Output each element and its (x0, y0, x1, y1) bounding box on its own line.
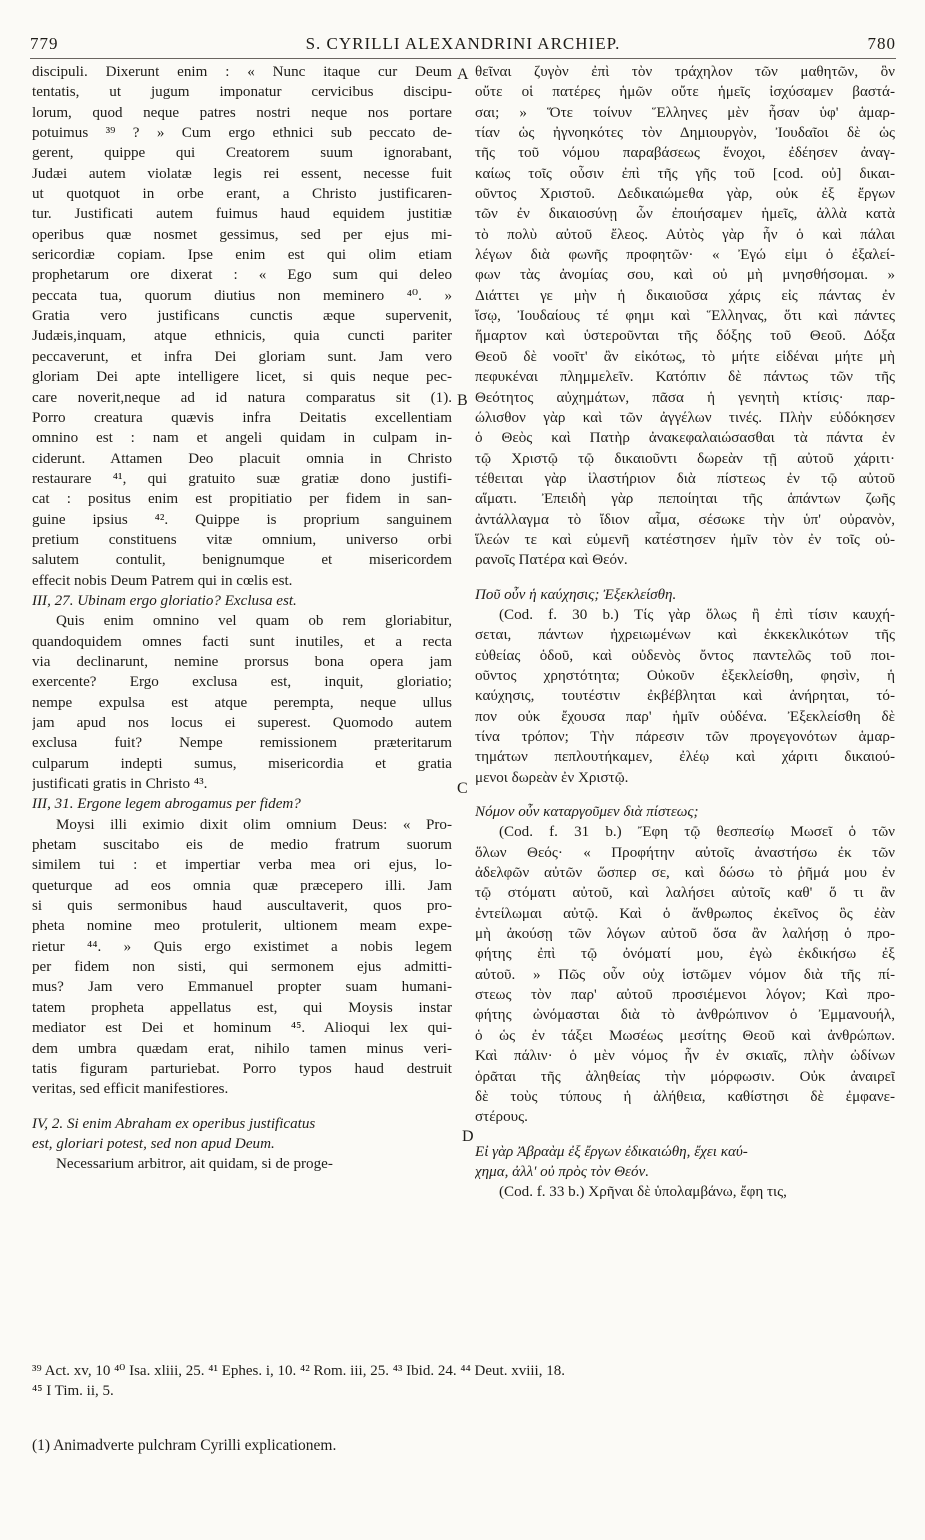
text-line: tatis figuram parturiebat. Porro typos haud destruit (32, 1060, 452, 1077)
text-line: nempe expulsa est atque perempta, neque ullus (32, 694, 452, 711)
text-line: culparum indepti sumus, misericordia et gratia (32, 755, 452, 772)
text-line: pheta nomine meo protulerit, ultionem meam expe- (32, 918, 452, 935)
text-line: Quis enim omnino vel quam ob rem gloriabitur, (56, 613, 452, 630)
text-line: rietur ⁴⁴. » Quis ergo existimet a nobis legem (32, 938, 452, 955)
text-line: Moysi illi eximio dixit olim omnium Deus: « Pro- (56, 816, 452, 833)
text-line: justificati gratis in Christo ⁴³. (32, 776, 208, 793)
text-line: pretium constituens vitæ omnium, universo orbi (32, 531, 452, 548)
text-line: phetam suscitabo eis de medio fratrum suorum (32, 837, 452, 854)
text-line: αὐτοῦ. » Πῶς οὖν οὐχ ἱστῶμεν νόμον διὰ τῆς πί- (475, 966, 895, 983)
text-line: τῷ Χριστῷ τῷ δικαιοῦντι δωρεὰν τῇ αὐτοῦ χάριτι· (475, 450, 895, 467)
text-line: πεφυκέναι πλημμελεῖν. Κατόπιν δὲ πάντως τῶν τῆς (475, 369, 895, 386)
text-line: αἵματι. Ἐπειδὴ γὰρ πεποίηται τῆς ἁπάντων ζωῆς (475, 491, 895, 508)
text-line: δὲ τοὺς τύπους ἡ ἀλήθεια, καθίστησι δὲ ἐμφανε- (475, 1088, 895, 1105)
text-line: τίνα τρόπον; Τὴν πάρεσιν τῶν προγεγονότων ἁμαρ- (475, 729, 895, 745)
text-line: τημάτων πεπλουτήκαμεν, ἐλέῳ καὶ χάριτι δικαιού- (475, 749, 895, 766)
text-line: ρανοῖς Πατέρα καὶ Θεόν. (475, 552, 628, 569)
greek-column (475, 62, 895, 1203)
text-line: via declinarunt, nemine prorsus bona opera jam (32, 653, 452, 670)
margin-letter-d: D (462, 1128, 474, 1145)
text-line: cat : positus enim est propitiatio per fidem in san- (32, 491, 452, 508)
text-line: σαι; » Ὅτε τοίνυν Ἕλληνες μὲν ἦσαν ὑφ' ἁμαρ- (475, 104, 895, 121)
paragraph-gap (475, 571, 895, 585)
page-number-left: 779 (30, 34, 59, 53)
text-line: ὅλων Θεός· « Προφήτην αὐτοῖς ἀναστήσω ἐκ τῶν (475, 844, 895, 861)
page-header (30, 34, 896, 56)
text-line: prophetarum ore dixerat : « Ego sum qui deleo (32, 267, 452, 284)
text-line: tur. Justificati autem fuimus haud equidem justitiæ (32, 206, 452, 223)
text-line: jam apud nos locus ei superest. Quomodo autem (32, 715, 452, 731)
text-line: exercente? Ergo exclusa est, inquit, gloriatio; (32, 674, 452, 691)
text-line: καίως τοῖς οὖσιν ἐπὶ τῆς γῆς τοῦ [cod. οὐ] δικαι- (475, 165, 895, 182)
section-heading: χημα, ἀλλ' οὐ πρὸς τὸν Θεόν. (475, 1163, 649, 1180)
text-line: φήτης ὠνόμασται διὰ τὸ ἀνθρώπινον ὁ Ἐμμανουήλ, (475, 1007, 895, 1024)
text-line: restaurare ⁴¹, qui gratuito suæ gratiæ dono justifi- (32, 470, 452, 487)
text-line: mediator est Dei et hominum ⁴⁵. Alioqui lex qui- (32, 1020, 452, 1037)
text-line: dem umbra quædam erat, nihilo tamen minus veri- (32, 1040, 452, 1057)
text-line: Θεοῦ δὲ νοοῖτ' ἂν εἰκότως, τὸ μήτε εἰδέναι μήτε μὴ (475, 348, 895, 365)
section-heading: Εἰ γὰρ Ἀβραὰμ ἐξ ἔργων ἐδικαιώθη, ἔχει καύ- (475, 1143, 748, 1160)
text-line: operibus quæ nosmet gessimus, sed per ejus mi- (32, 226, 452, 243)
text-line: τῷ στόματι αὐτοῦ, καὶ λαλήσει αὐτοῖς καθ' ὅ τι ἂν (475, 885, 895, 902)
text-line: mus? Jam vero Emmanuel propter suam humani- (32, 979, 452, 996)
text-line: lorum, quod neque patres nostri neque nos portare (32, 104, 452, 121)
section-heading: Ποῦ οὖν ἡ καύχησις; Ἐξεκλείσθη. (475, 586, 677, 603)
footnote: (1) Animadverte pulchram Cyrilli explicationem. (32, 1437, 337, 1454)
text-line: τῆς τοῦ νόμου παραβάσεως ἔνοχοι, ἐδέησεν ἀναγ- (475, 145, 895, 162)
text-line: τίαν ὡς ἠγνοηκότες τὸν Δημιουργὸν, Ἰουδαῖοι δὲ ὡς (475, 125, 895, 142)
section-heading: III, 31. Ergone legem abrogamus per fidem? (32, 796, 301, 813)
text-line: στέρους. (475, 1109, 528, 1126)
text-line: (Cod. f. 30 b.) Τίς γὰρ ὅλως ἢ ἐπὶ τίσιν καυχή- (499, 606, 895, 623)
text-line: omnino est : nam et angeli quidam in culpam in- (32, 430, 452, 447)
text-line: effecit nobis Deum Patrem qui in cœlis est. (32, 572, 293, 589)
margin-letter-b: B (457, 392, 468, 409)
text-line: πον οὐκ ἔχουσα παρ' ἡμῖν οὐδένα. Ἐξεκλείσθη δὲ (475, 708, 895, 725)
section-heading: Νόμον οὖν καταργοῦμεν διὰ πίστεως; (475, 804, 699, 821)
text-line: Gratia vero justificans cunctis æque supervenit, (32, 308, 452, 325)
text-line: ἐντείλωμαι αὐτῷ. Καὶ ὁ ἄνθρωπος ἐκεῖνος ὃς ἐὰν (475, 905, 895, 922)
text-line: quandoquidem omnes facti sunt inutiles, et a recta (32, 633, 452, 650)
section-heading: est, gloriari potest, sed non apud Deum. (32, 1135, 275, 1152)
page-number-right: 780 (867, 34, 896, 53)
text-line: τέθειται γὰρ ἱλαστήριον διὰ πίστεως ἐν τῷ αὐτοῦ (475, 470, 895, 487)
running-title: S. CYRILLI ALEXANDRINI ARCHIEP. (305, 34, 621, 53)
text-line: εὐθείας ὁδοῦ, καὶ οὐδενὸς ὄντος παντελῶς τοῦ ποι- (475, 647, 895, 664)
text-line: salutem contulit, benignumque et misericordem (32, 552, 452, 569)
paragraph-gap (32, 1100, 452, 1114)
text-line: φων τὰς ἀνομίας σου, καὶ οὐ μὴ μνησθήσομαι. » (475, 267, 895, 284)
text-line: peccata tua, quorum diutius non meminero ⁴⁰. » (32, 287, 452, 304)
text-line: Porro creatura quævis infra Deitatis excellentiam (32, 409, 452, 426)
text-line: Necessarium arbitror, ait quidam, si de proge- (56, 1156, 333, 1173)
text-line: καύχησις, τουτέστιν ἐκβέβληται καὶ ἀνήρηται, τό- (475, 688, 895, 705)
text-line: ώλισθον γὰρ καὶ τῶν ἀγγέλων τινές. Πλὴν εὐδόκησεν (475, 409, 895, 426)
text-line: τὸ πολὺ αὐτοῦ ἔλεος. Αὐτὸς γὰρ ἦν ὁ καὶ πάλαι (475, 226, 895, 243)
text-line: peccaverunt, et infra Dei gloriam sunt. Jam vero (32, 348, 452, 365)
text-line: οὔτε οἱ πατέρες ἡμῶν οὔτε ἡμεῖς ἰσχύσαμεν βαστά- (475, 84, 895, 101)
text-line: οῦντος χρηστότητα; Οὐκοῦν ἐξεκλείσθη, φησὶν, ἡ (475, 667, 895, 684)
margin-letter-a: A (457, 66, 469, 83)
text-line: ὁ Θεὸς καὶ Πατὴρ ἀνακεφαλαιώσασθαι τὰ πάντα ἐν (475, 430, 895, 447)
text-line: Judæis,inquam, atque ethnicis, quia cuncti pariter (32, 328, 452, 345)
text-line: gerent, quippe qui Creatorem suum ignorabant, (32, 145, 452, 162)
margin-letter-c: C (457, 780, 468, 797)
reference-notes-line: ⁴⁵ I Tim. ii, 5. (32, 1383, 114, 1399)
text-line: tentatis, ut jugum imponatur cervicibus discipu- (32, 84, 452, 101)
text-line: sericordiæ copiam. Ipse enim est qui olim etiam (32, 247, 452, 264)
text-line: (Cod. f. 33 b.) Χρῆναι δὲ ὑπολαμβάνω, ἔφη τις, (499, 1184, 787, 1201)
text-line: ἴσῳ, Ἰουδαίους τέ φημι καὶ Ἕλληνας, ὅτι καὶ πάντες (475, 308, 895, 325)
text-line: exclusa fuit? Nempe remissionem præteritarum (32, 735, 452, 752)
text-line: veritas, sed efficit manifestiores. (32, 1081, 229, 1098)
text-line: θεῖναι ζυγὸν ἐπὶ τὸν τράχηλον τῶν μαθητῶν, ὃν (475, 64, 895, 80)
text-line: ἀντάλλαγμα τὸ ἴδιον αἷμα, σέσωκε τὴν ὑπ' οὐρανὸν, (475, 511, 895, 528)
text-line: οῦντος Χριστοῦ. Δεδικαιώμεθα γὰρ, οὐκ ἐξ ἔργων (475, 186, 895, 203)
text-line: tatem propheta appellatus est, qui Moysis instar (32, 999, 452, 1016)
text-line: τῶν ἐν δικαιοσύνῃ ὧν ἐποιήσαμεν ἡμεῖς, ἀλλὰ κατὰ (475, 206, 895, 223)
text-line: potuimus ³⁹ ? » Cum ergo ethnici sub peccato de- (32, 125, 452, 142)
paragraph-gap (475, 788, 895, 802)
text-line: guine ipsius ⁴². Quippe is proprium sanguinem (32, 511, 452, 528)
text-line: λέγων διὰ φωνῆς προφητῶν· « Ἐγώ εἰμι ὁ ἐξαλεί- (475, 247, 895, 264)
text-line: ciderunt. Attamen Deo placuit omnia in Christo (32, 450, 452, 467)
text-line: φήτης ἐπὶ τῷ ὀνόματί μου, ἐγὼ ἐκδικήσω ἐξ (475, 946, 895, 963)
text-line: Θεότητος αὐχημάτων, πᾶσα ἡ γενητὴ κτίσις· παρ- (475, 389, 895, 406)
text-line: discipuli. Dixerunt enim : « Nunc itaque cur Deum (32, 64, 452, 80)
section-heading: IV, 2. Si enim Abraham ex operibus justificatus (32, 1115, 316, 1132)
text-line: care noverit,neque ad id natura comparatus sit (1). (32, 389, 452, 406)
text-line: Διάττει γε μὴν ἡ δικαιοῦσα χάρις εἰς πάντας ἐν (475, 287, 895, 304)
latin-column (32, 62, 452, 1175)
text-line: si quis sermonibus haud auscultaverit, quos pro- (32, 898, 452, 915)
reference-notes (32, 1361, 894, 1401)
text-line: ἥμαρτον καὶ ὑστεροῦνται τῆς δόξης τοῦ Θεοῦ. Δόξα (475, 328, 895, 345)
text-line: ut quotquot in orbe erant, a Christo justificaren- (32, 186, 452, 203)
reference-notes-line: ³⁹ Act. xv, 10 ⁴⁰ Isa. xliii, 25. ⁴¹ Ephes. i, 10. ⁴² Rom. iii, 25. ⁴³ Ibid. 24. ⁴⁴ Deut. xviii, 18. (32, 1363, 565, 1379)
text-line: per fidem non sisti, qui sermonem ejus admitti- (32, 959, 452, 976)
text-line: similem tui : et impertiar verba mea ori ejus, lo- (32, 857, 452, 874)
text-line: ἵλεών τε καὶ εὐμενῆ κατέστησεν ἡμῖν τὸν ἐν τοῖς οὐ- (475, 531, 895, 548)
text-line: μὴ ἀκούσῃ τῶν λόγων αὐτοῦ ὅσα ἂν λαλήσῃ ὁ προ- (475, 926, 895, 943)
text-line: στεως τὸν παρ' αὐτοῦ προσιέμενοι λόγον; Καὶ προ- (475, 987, 895, 1004)
text-line: ὁ ὡς ἐν τάξει Μωσέως μεσίτης Θεοῦ καὶ ἀνθρώπων. (475, 1027, 895, 1044)
header-rule (30, 58, 896, 59)
text-line: gloriam Dei apte intelligere licet, si quis neque pec- (32, 369, 452, 386)
text-line: ὁρᾶται τῆς ἀληθείας τὴν μόρφωσιν. Οὐκ ἀναιρεῖ (475, 1068, 895, 1085)
text-line: Judæi autem violatæ legis rei essent, necesse fuit (32, 165, 452, 182)
section-heading: III, 27. Ubinam ergo gloriatio? Exclusa est. (32, 592, 297, 609)
text-line: σεται, πάντων ἠχρειωμένων καὶ ἐκκεκλικότων τῆς (475, 627, 895, 644)
paragraph-gap (475, 1128, 895, 1142)
text-line: queturque ad eos omnia quæ præcepero illi. Jam (32, 877, 452, 894)
text-line: (Cod. f. 31 b.) Ἔφη τῷ θεσπεσίῳ Μωσεῖ ὁ τῶν (499, 824, 895, 841)
text-line: ἀδελφῶν αὐτῶν ὥσπερ σε, καὶ δώσω τὸ ῥῆμά μου ἐν (475, 865, 895, 882)
text-line: Καὶ πάλιν· ὁ μὲν νόμος ἦν ἐν σκιαῖς, πλὴν ὠδίνων (475, 1048, 895, 1065)
text-line: μενοι δωρεὰν ἐν Χριστῷ. (475, 769, 629, 786)
